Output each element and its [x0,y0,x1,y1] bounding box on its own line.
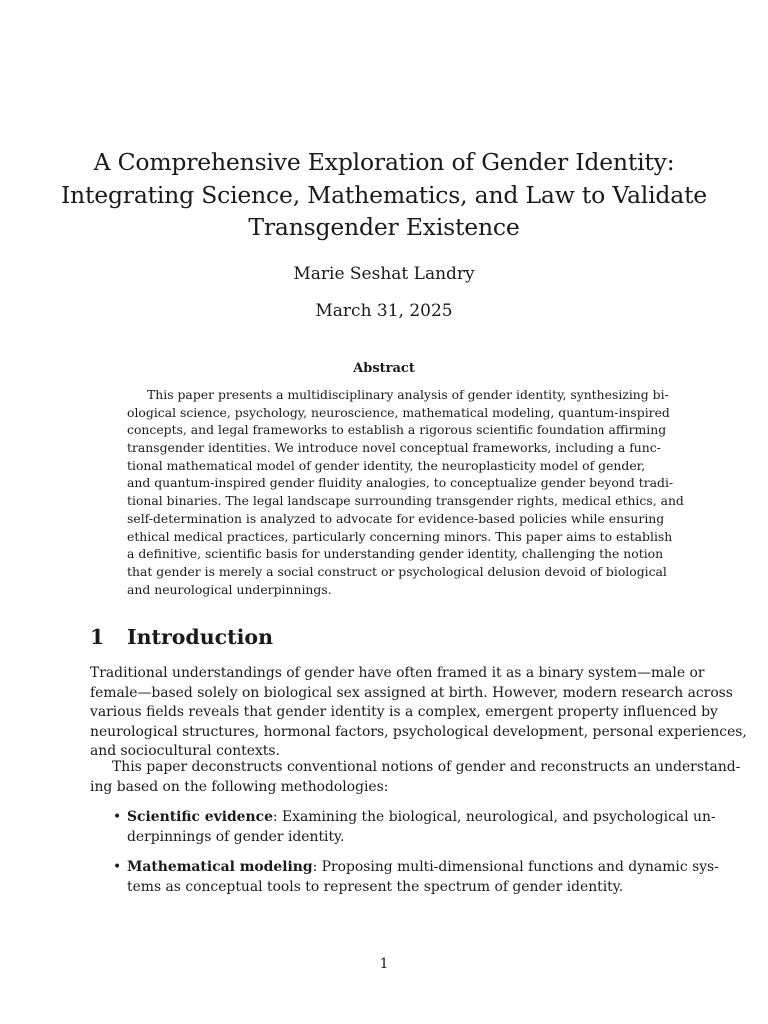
abstract-line: ethical medical practices, particularly concerning minors. This paper aims to establish [127,528,673,544]
page-number: 1 [379,956,389,972]
abstract-line: tional mathematical model of gender identity, the neuroplasticity model of gender, [127,457,646,473]
bullet-icon: • [113,809,122,825]
paragraph-line: and sociocultural contexts. [90,743,280,760]
list-item-term: Mathematical modeling [127,859,313,875]
section-number: 1 [90,625,105,649]
abstract-line: a definitive, scientific basis for understanding gender identity, challenging the notion [127,546,664,562]
abstract-body [127,386,684,598]
title-line: Integrating Science, Mathematics, and Law to Validate [60,180,708,209]
section-heading [90,624,273,650]
title-line: A Comprehensive Exploration of Gender Identity: [93,148,675,176]
paragraph-line: This paper deconstructs conventional notions of gender and reconstructs an understand- [112,759,741,775]
list-item-line [127,858,719,878]
paragraph-line: various fields reveals that gender identity is a complex, emergent property influenced by [90,704,718,721]
paragraph-line: Traditional understandings of gender have often framed it as a binary system—male or [90,665,705,681]
title-line: Transgender Existence [248,213,520,241]
abstract-line: ological science, psychology, neuroscience, mathematical modeling, quantum-inspired [127,404,670,420]
list-item-line: derpinnings of gender identity. [127,828,345,845]
publication-date: March 31, 2025 [315,301,453,321]
list-item-content [127,858,719,897]
list-item-line: tems as conceptual tools to represent the spectrum of gender identity. [127,878,624,895]
abstract-line: that gender is merely a social construct or psychological delusion devoid of biological [127,563,667,579]
author-name: Marie Seshat Landry [293,264,475,284]
abstract-line: self-determination is analyzed to advocate for evidence-based policies while ensuring [127,510,665,526]
abstract-line: This paper presents a multidisciplinary analysis of gender identity, synthesizing bi- [147,387,669,402]
list-item-term: Scientific evidence [127,809,273,825]
list-item-text: : Examining the biological, neurological, and psychological un- [272,809,716,825]
abstract-line: and neurological underpinnings. [127,581,332,597]
paragraph-line: ing based on the following methodologies: [90,778,389,795]
intro-paragraph-1 [90,664,747,762]
list-item-content [127,808,716,847]
section-title: Introduction [127,625,273,649]
list-item-line [127,808,716,828]
abstract-line: transgender identities. We introduce novel conceptual frameworks, including a func- [127,440,661,456]
abstract-line: and quantum-inspired gender fluidity analogies, to conceptualize gender beyond tradi- [127,475,674,491]
abstract-line: concepts, and legal frameworks to establish a rigorous scientific foundation affirming [127,422,667,438]
abstract-line: tional binaries. The legal landscape surrounding transgender rights, medical ethics, and [127,493,684,509]
paper-title [60,146,708,244]
intro-paragraph-2 [90,758,741,797]
list-item-text: : Proposing multi-dimensional functions and dynamic sys- [312,859,719,875]
paragraph-line: female—based solely on biological sex assigned at birth. However, modern research across [90,684,733,701]
paragraph-line: neurological structures, hormonal factors, psychological development, personal experiences, [90,723,747,740]
bullet-icon: • [113,859,122,875]
abstract-heading: Abstract [353,361,415,376]
